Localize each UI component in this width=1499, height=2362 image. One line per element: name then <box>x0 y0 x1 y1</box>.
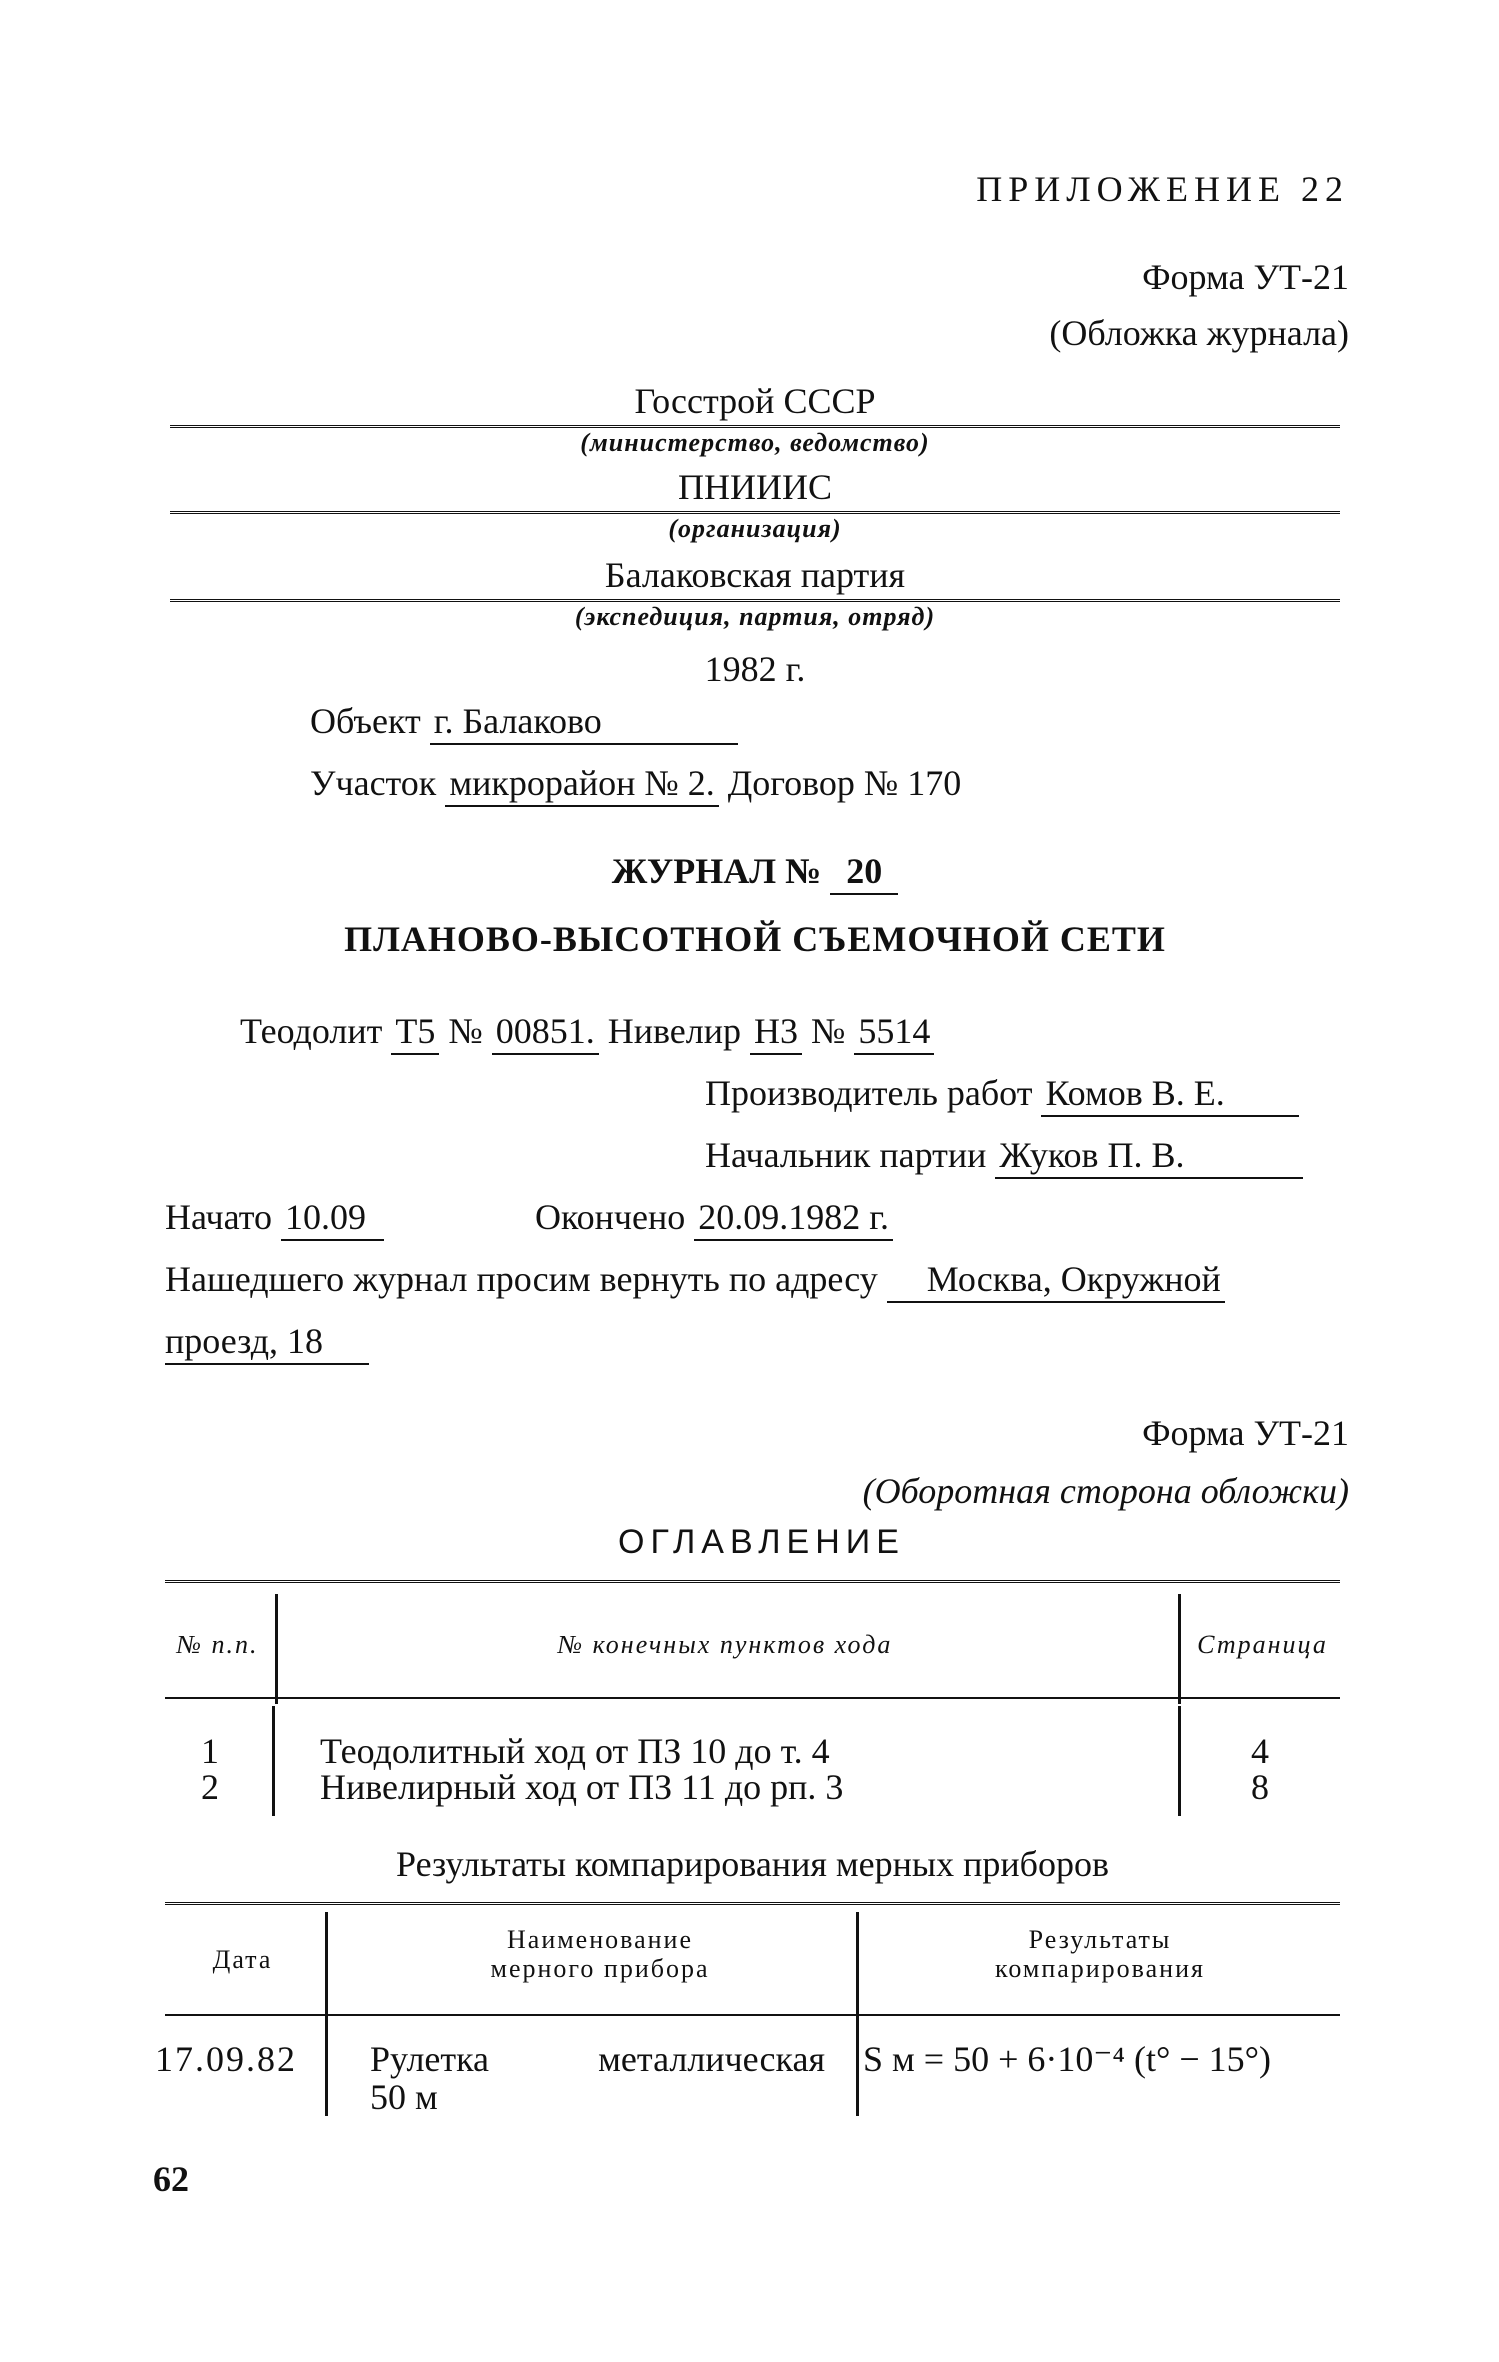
comp-header-device: Наименование мерного прибора <box>490 1925 710 1983</box>
comp-header-rule <box>165 2014 1340 2016</box>
form-label: Форма УТ-21 <box>1142 257 1349 297</box>
comp-row-device-2: 50 м <box>370 2077 438 2117</box>
chief-line <box>705 1134 1303 1179</box>
journal-title <box>170 850 1340 895</box>
finished-value: 20.09.1982 г. <box>694 1196 893 1241</box>
site-label: Участок <box>310 763 437 803</box>
chief-value: Жуков П. В. <box>995 1134 1303 1179</box>
comp-col-divider-2 <box>856 1912 859 2024</box>
toc-header-page: Страница <box>1197 1630 1328 1659</box>
toc-title: ОГЛАВЛЕНИЕ <box>618 1523 905 1561</box>
comp-header-result: Результаты компарирования <box>995 1925 1205 1983</box>
back-form-note: (Оборотная сторона обложки) <box>862 1471 1349 1511</box>
journal-number: 20 <box>830 850 898 895</box>
ministry-value: Госстрой СССР <box>634 381 876 421</box>
chief-label: Начальник партии <box>705 1135 987 1175</box>
toc-header-rule <box>165 1697 1340 1699</box>
level-number: 5514 <box>854 1010 934 1055</box>
journal-label: ЖУРНАЛ № <box>611 851 822 891</box>
back-form-label: Форма УТ-21 <box>1142 1413 1349 1453</box>
finished-label: Окончено <box>535 1197 686 1237</box>
comp-header-date: Дата <box>212 1945 273 1974</box>
comp-row-device-1: Рулетка металлическая <box>370 2039 825 2079</box>
theodolite-label: Теодолит <box>240 1011 383 1051</box>
toc-header-num: № п.п. <box>176 1630 259 1659</box>
return-value-2: проезд, 18 <box>165 1320 369 1365</box>
year: 1982 г. <box>704 649 806 689</box>
comp-title: Результаты компарирования мерных приборов <box>396 1844 1109 1884</box>
site-line <box>310 762 961 807</box>
form-note: (Обложка журнала) <box>1049 313 1349 353</box>
started-value: 10.09 <box>281 1196 384 1241</box>
toc-row-page: 4 <box>1251 1731 1269 1771</box>
contract-value: 170 <box>907 763 962 803</box>
appendix-label: ПРИЛОЖЕНИЕ 22 <box>976 169 1349 209</box>
started-label: Начато <box>165 1197 272 1237</box>
theodolite-model: Т5 <box>391 1010 439 1055</box>
level-label: Нивелир <box>607 1011 741 1051</box>
contract-label: Договор № <box>727 763 899 803</box>
page-number: 62 <box>153 2159 189 2199</box>
worker-value: Комов В. Е. <box>1041 1072 1299 1117</box>
toc-row-title: Нивелирный ход от ПЗ 11 до рп. 3 <box>320 1767 844 1807</box>
toc-col-divider-1 <box>275 1594 278 1704</box>
finished-line <box>535 1196 893 1241</box>
object-line <box>310 700 738 745</box>
org-caption: (организация) <box>668 514 842 543</box>
journal-subtitle: ПЛАНОВО-ВЫСОТНОЙ СЪЕМОЧНОЙ СЕТИ <box>344 919 1166 959</box>
level-model: Н3 <box>750 1010 802 1055</box>
toc-row-num: 1 <box>201 1731 219 1771</box>
worker-line <box>705 1072 1299 1117</box>
toc-row-num: 2 <box>201 1767 219 1807</box>
instruments-line <box>240 1010 934 1055</box>
toc-row-page: 8 <box>1251 1767 1269 1807</box>
site-value: микрорайон № 2. <box>445 762 718 807</box>
object-value: г. Балаково <box>430 700 738 745</box>
comp-row-date: 17.09.82 <box>155 2039 297 2079</box>
party-caption: (экспедиция, партия, отряд) <box>574 602 936 631</box>
comp-col-divider-1 <box>325 1912 328 2024</box>
started-line <box>165 1196 384 1241</box>
toc-col-divider-2 <box>1178 1594 1181 1704</box>
ministry-caption: (министерство, ведомство) <box>580 428 930 457</box>
toc-top-rule <box>165 1580 1340 1583</box>
comp-row <box>155 2038 1345 2128</box>
return-line <box>165 1258 1345 1303</box>
toc-row-title: Теодолитный ход от ПЗ 10 до т. 4 <box>320 1731 830 1771</box>
theodolite-number: 00851. <box>492 1010 599 1055</box>
party-value: Балаковская партия <box>604 555 906 595</box>
theodolite-no-label: № <box>448 1011 483 1051</box>
return-label: Нашедшего журнал просим вернуть по адресу <box>165 1259 878 1299</box>
toc-header-points: № конечных пунктов хода <box>557 1630 893 1659</box>
return-value-1: Москва, Окружной <box>887 1258 1225 1303</box>
comp-top-rule <box>165 1902 1340 1905</box>
toc-row <box>165 1766 1340 1810</box>
worker-label: Производитель работ <box>705 1073 1033 1113</box>
return-line-2 <box>165 1320 369 1365</box>
comp-row-result: S м = 50 + 6·10⁻⁴ (t° − 15°) <box>863 2039 1272 2079</box>
org-value: ПНИИИС <box>677 467 832 507</box>
object-label: Объект <box>310 701 421 741</box>
level-no-label: № <box>811 1011 846 1051</box>
